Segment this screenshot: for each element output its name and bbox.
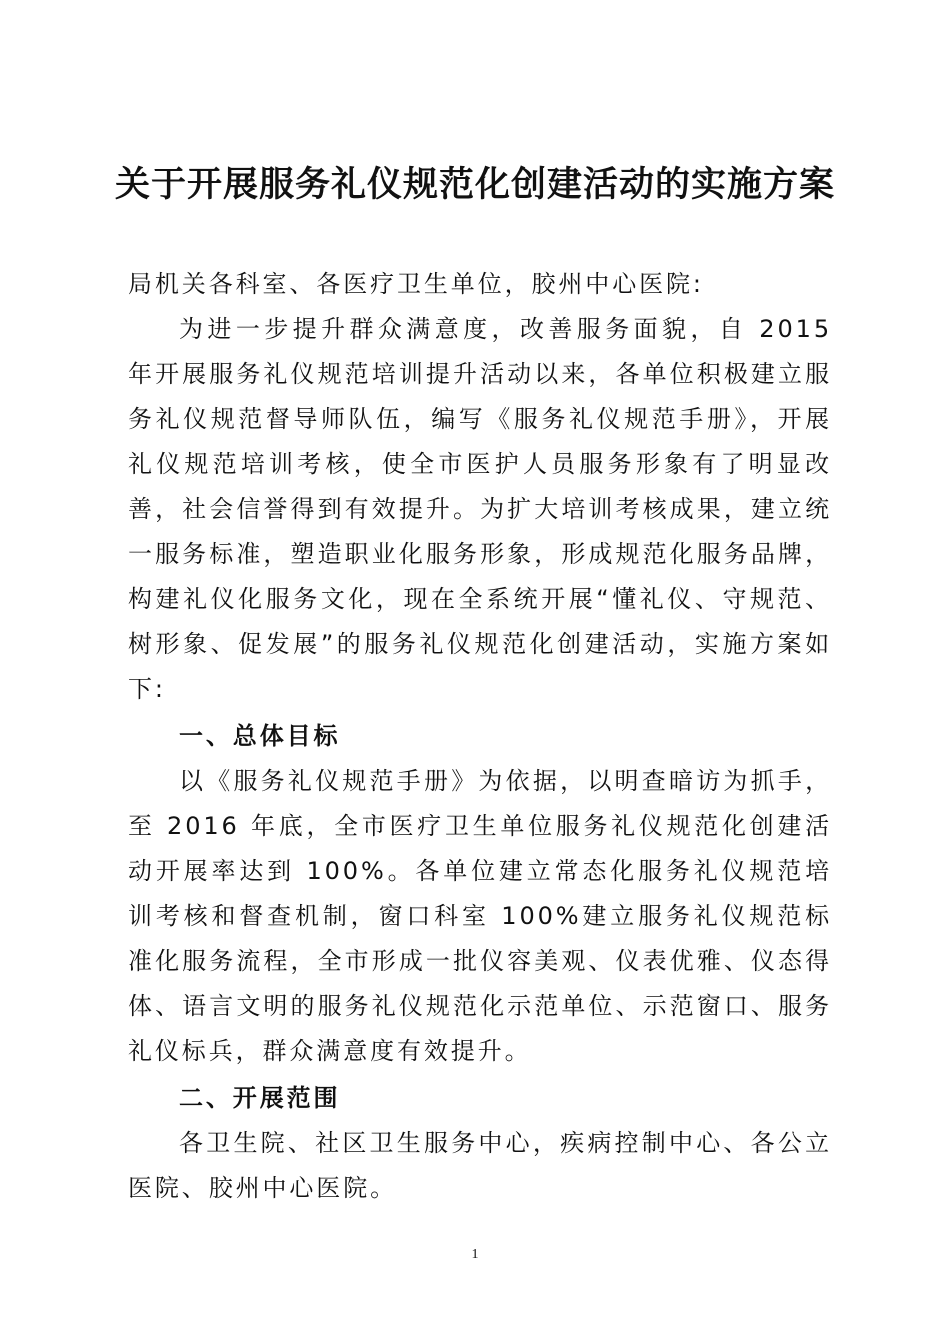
page-number: 1 bbox=[471, 1247, 479, 1262]
intro-paragraph: 为进一步提升群众满意度，改善服务面貌，自 2015 年开展服务礼仪规范培训提升活动以来，各单位积极建立服务礼仪规范督导师队伍，编写《服务礼仪规范手册》，开展礼仪规范培训考核，使全市医护人员服务形象有了明显改善，社会信誉得到有效提升。为扩大培训考核成果，建立统一服务标准，塑造职业化服务形象，形成规范化服务品牌，构建礼仪化服务文化，现在全系统开展“懂礼仪、守规范、树形象、促发展”的服务礼仪规范化创建活动，实施方案如下: bbox=[128, 315, 832, 703]
document-body bbox=[128, 262, 832, 1211]
document-title: 关于开展服务礼仪规范化创建活动的实施方案 bbox=[114, 164, 835, 205]
section-heading-scope: 二、开展范围 bbox=[179, 1084, 341, 1112]
section-text-scope: 各卫生院、社区卫生服务中心，疾病控制中心、各公立医院、胶州中心医院。 bbox=[128, 1129, 832, 1202]
salutation: 局机关各科室、各医疗卫生单位，胶州中心医院: bbox=[128, 270, 704, 298]
section-heading-goals: 一、总体目标 bbox=[179, 722, 341, 750]
section-text-goals: 以《服务礼仪规范手册》为依据，以明查暗访为抓手，至 2016 年底，全市医疗卫生单位服务礼仪规范化创建活动开展率达到 100%。各单位建立常态化服务礼仪规范培训考核和督查机制，窗口科室 100%建立服务礼仪规范标准化服务流程，全市形成一批仪容美观、仪表优雅、仪态得体、语言文明的服务礼仪规范化示范单位、示范窗口、服务礼仪标兵，群众满意度有效提升。 bbox=[128, 767, 832, 1065]
